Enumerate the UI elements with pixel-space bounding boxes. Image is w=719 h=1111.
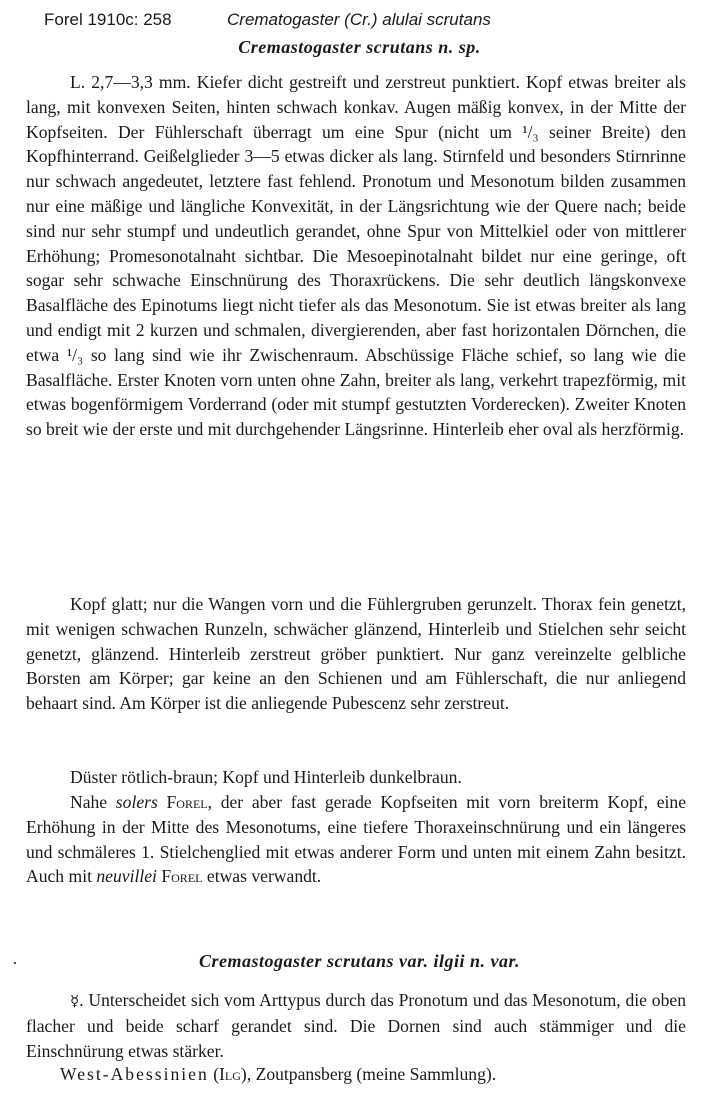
sculpture-paragraph xyxy=(26,592,686,716)
citation: Forel 1910c: 258 xyxy=(44,10,172,29)
comparison-middle: , der aber fast gerade Kopfseiten mit vorn breiterm Kopf, eine Erhöhung in der Mitte des Mesonotums, eine tiefere Thoraxeinschnürung und ein längeres und schmäleres 1. Stielchenglied mit etwas anderer Form und unten mit einem Zahn besitzt. Auch mit xyxy=(26,792,687,887)
description-paragraph xyxy=(26,70,686,442)
sculpture-text: Kopf glatt; nur die Wangen vorn und die Fühlergruben gerunzelt. Thorax fein genetzt, mit wenigen schwachen Runzeln, schwächer glänzend, Hinterleib und Stielchen sehr seicht genetzt, glänzend. Hinterleib zerstreut gröber punktiert. Nur ganz vereinzelte gelbliche Borsten am Körper; gar keine an den Schienen und am Fühlerschaft, die nur anliegend behaart sind. Am Körper ist die anliegende Pubescenz sehr zerstreut. xyxy=(26,594,686,714)
locality: West-Abessinien xyxy=(60,1064,209,1084)
related-species-neuvillei: neuvillei xyxy=(96,866,157,887)
variety-title xyxy=(0,951,719,972)
comparison-start: Nahe xyxy=(70,792,108,812)
collector: (Ilg) xyxy=(213,1064,247,1084)
species-status: n. sp. xyxy=(438,37,481,57)
locality-line xyxy=(26,1062,686,1087)
author-name: Forel xyxy=(161,866,203,887)
color-text: Düster rötlich-braun; Kopf und Hinterleib dunkelbraun. xyxy=(70,767,462,787)
variety-text: . Unterscheidet sich vom Arttypus durch das Pronotum und das Mesonotum, die oben flacher und beide scharf gerandet sind. Die Dornen sind auch stämmiger und die Einschnürung etwas stärker. xyxy=(26,990,686,1061)
locality-rest: , Zoutpansberg (meine Sammlung). xyxy=(246,1064,497,1084)
variety-paragraph xyxy=(26,988,686,1063)
comparison-paragraph xyxy=(26,790,686,889)
comparison-end: etwas verwandt. xyxy=(206,866,322,887)
worker-symbol: ☿ xyxy=(70,992,80,1010)
page-header xyxy=(44,10,704,34)
variety-status: n. var. xyxy=(470,951,521,971)
species-title: Cremastogaster scrutans xyxy=(238,37,434,57)
variety-name: Cremastogaster scrutans var. ilgii xyxy=(198,951,466,971)
taxon-name: Crematogaster (Cr.) alulai scrutans xyxy=(227,10,491,29)
related-species-solers: solers xyxy=(115,792,158,812)
section-title xyxy=(0,37,719,58)
author-name: Forel xyxy=(166,792,208,812)
description-text: L. 2,7—3,3 mm. Kiefer dicht gestreift und zerstreut punktiert. Kopf etwas breiter als lang, mit konvexen Seiten, hinten schwach konkav. Augen mäßig konvex, in der Mitte der Kopfseiten. Der Fühlerschaft überragt um eine Spur (nicht um ¹/₃ seiner Breite) den Kopfhinterrand. Geißelglieder 3—5 etwas dicker als lang. Stirnfeld und besonders Stirnrinne nur schwach angedeutet, letztere fast fehlend. Pronotum und Mesonotum bilden zusammen nur eine mäßige und längliche Konvexität, in der Längsrichtung wie der Quere nach; beide sind nur sehr stumpf und undeutlich gerandet, ohne Spur von Mittelkiel oder von mittlerer Erhöhung; Promesonotalnaht sichtbar. Die Mesoepinotalnaht bildet nur eine geringe, oft sogar sehr schwache Einschnürung des Thoraxrückens. Die sehr deutlich längskonvexe Basalfläche des Epinotums liegt nicht tiefer als das Mesonotum. Sie ist etwas breiter als lang und endigt mit 2 kurzen und schmalen, divergierenden, aber fast horizontalen Dörnchen, die etwa ¹/₃ so lang sind wie ihr Zwischenraum. Abschüssige Fläche schief, so lang wie die Basalfläche. Erster Knoten vorn unten ohne Zahn, breiter als lang, verkehrt trapezförmig, mit etwas bogenförmigem Vorderrand (oder mit stumpf gestutzten Vorderecken). Zweiter Knoten so breit wie der erste und mit durchgehender Längsrinne. Hinterleib eher oval als herzförmig. xyxy=(26,72,686,440)
color-paragraph xyxy=(26,765,686,790)
